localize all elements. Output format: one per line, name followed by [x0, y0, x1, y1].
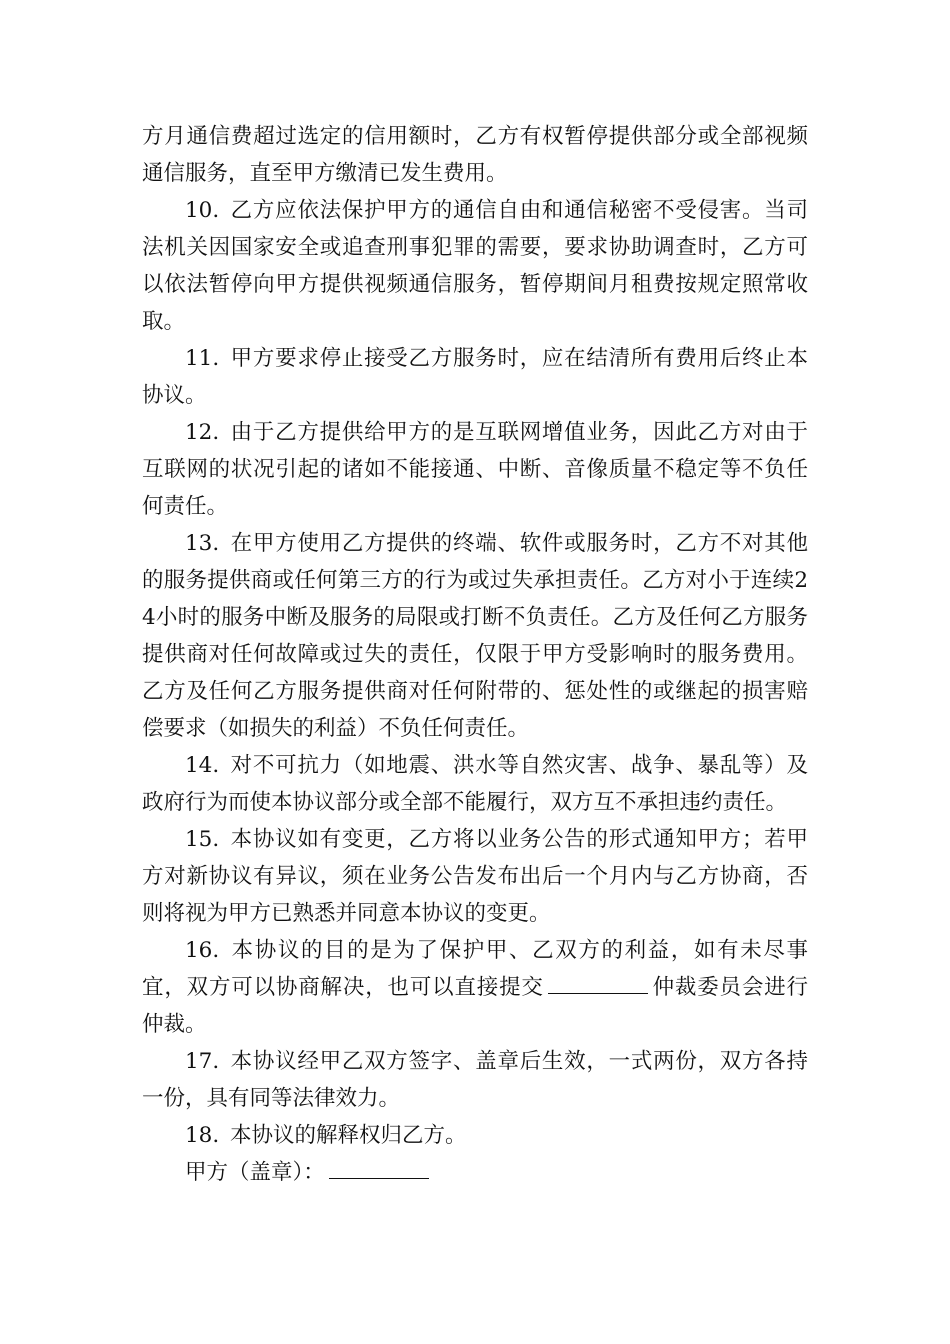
paragraph-text-before-blank: 本协议的目的是为了保护甲、乙双方的利益，如有未尽事宜，双方可以协商解决，也可以直接提交 — [142, 938, 808, 1000]
paragraph-number: 17. — [185, 1049, 220, 1074]
paragraph-11 — [142, 340, 808, 414]
paragraph-number: 15. — [185, 827, 220, 852]
paragraph-10 — [142, 192, 808, 340]
paragraph-17 — [142, 1043, 808, 1117]
paragraph-number: 16. — [185, 938, 220, 963]
paragraph-number: 11. — [185, 346, 220, 371]
paragraph-text: 乙方应依法保护甲方的通信自由和通信秘密不受侵害。当司法机关因国家安全或追查刑事犯罪的需要，要求协助调查时，乙方可以依法暂停向甲方提供视频通信服务，暂停期间月租费按规定照常收取。 — [142, 198, 808, 334]
paragraph-14 — [142, 747, 808, 821]
party-a-seal-label: 甲方（盖章）： — [185, 1160, 325, 1185]
paragraph-text: 方月通信费超过选定的信用额时，乙方有权暂停提供部分或全部视频通信服务，直至甲方缴清已发生费用。 — [142, 124, 808, 186]
paragraph-13 — [142, 525, 808, 747]
paragraph-number: 12. — [185, 420, 220, 445]
paragraph-text: 本协议的解释权归乙方。 — [229, 1123, 467, 1148]
paragraph-number: 10. — [185, 198, 220, 223]
paragraph-9-continued — [142, 118, 808, 192]
paragraph-number: 18. — [185, 1123, 220, 1148]
paragraph-text: 对不可抗力（如地震、洪水等自然灾害、战争、暴乱等）及政府行为而使本协议部分或全部不能履行，双方互不承担违约责任。 — [142, 753, 808, 815]
paragraph-text: 本协议如有变更，乙方将以业务公告的形式通知甲方；若甲方对新协议有异议，须在业务公告发布出后一个月内与乙方协商，否则将视为甲方已熟悉并同意本协议的变更。 — [142, 827, 808, 926]
party-a-signature-blank — [329, 1154, 429, 1179]
paragraph-number: 14. — [185, 753, 220, 778]
agreement-body — [142, 118, 808, 1191]
paragraph-18 — [142, 1117, 808, 1154]
paragraph-text: 由于乙方提供给甲方的是互联网增值业务，因此乙方对由于互联网的状况引起的诸如不能接通、中断、音像质量不稳定等不负任何责任。 — [142, 420, 808, 519]
paragraph-15 — [142, 821, 808, 932]
paragraph-text-after-blank: 仲裁委员会进行仲裁。 — [142, 975, 808, 1037]
paragraph-text: 甲方要求停止接受乙方服务时，应在结清所有费用后终止本协议。 — [142, 346, 808, 408]
paragraph-16 — [142, 932, 808, 1043]
paragraph-text: 本协议经甲乙双方签字、盖章后生效，一式两份，双方各持一份，具有同等法律效力。 — [142, 1049, 808, 1111]
paragraph-number: 13. — [185, 531, 220, 556]
paragraph-12 — [142, 414, 808, 525]
party-a-signature — [142, 1154, 808, 1191]
paragraph-text: 在甲方使用乙方提供的终端、软件或服务时，乙方不对其他的服务提供商或任何第三方的行为或过失承担责任。乙方对小于连续24小时的服务中断及服务的局限或打断不负责任。乙方及任何乙方服务提供商对任何故障或过失的责任，仅限于甲方受影响时的服务费用。乙方及任何乙方服务提供商对任何附带的、惩处性的或继起的损害赔偿要求（如损失的利益）不负任何责任。 — [142, 531, 808, 741]
arbitration-commission-blank — [548, 969, 648, 994]
